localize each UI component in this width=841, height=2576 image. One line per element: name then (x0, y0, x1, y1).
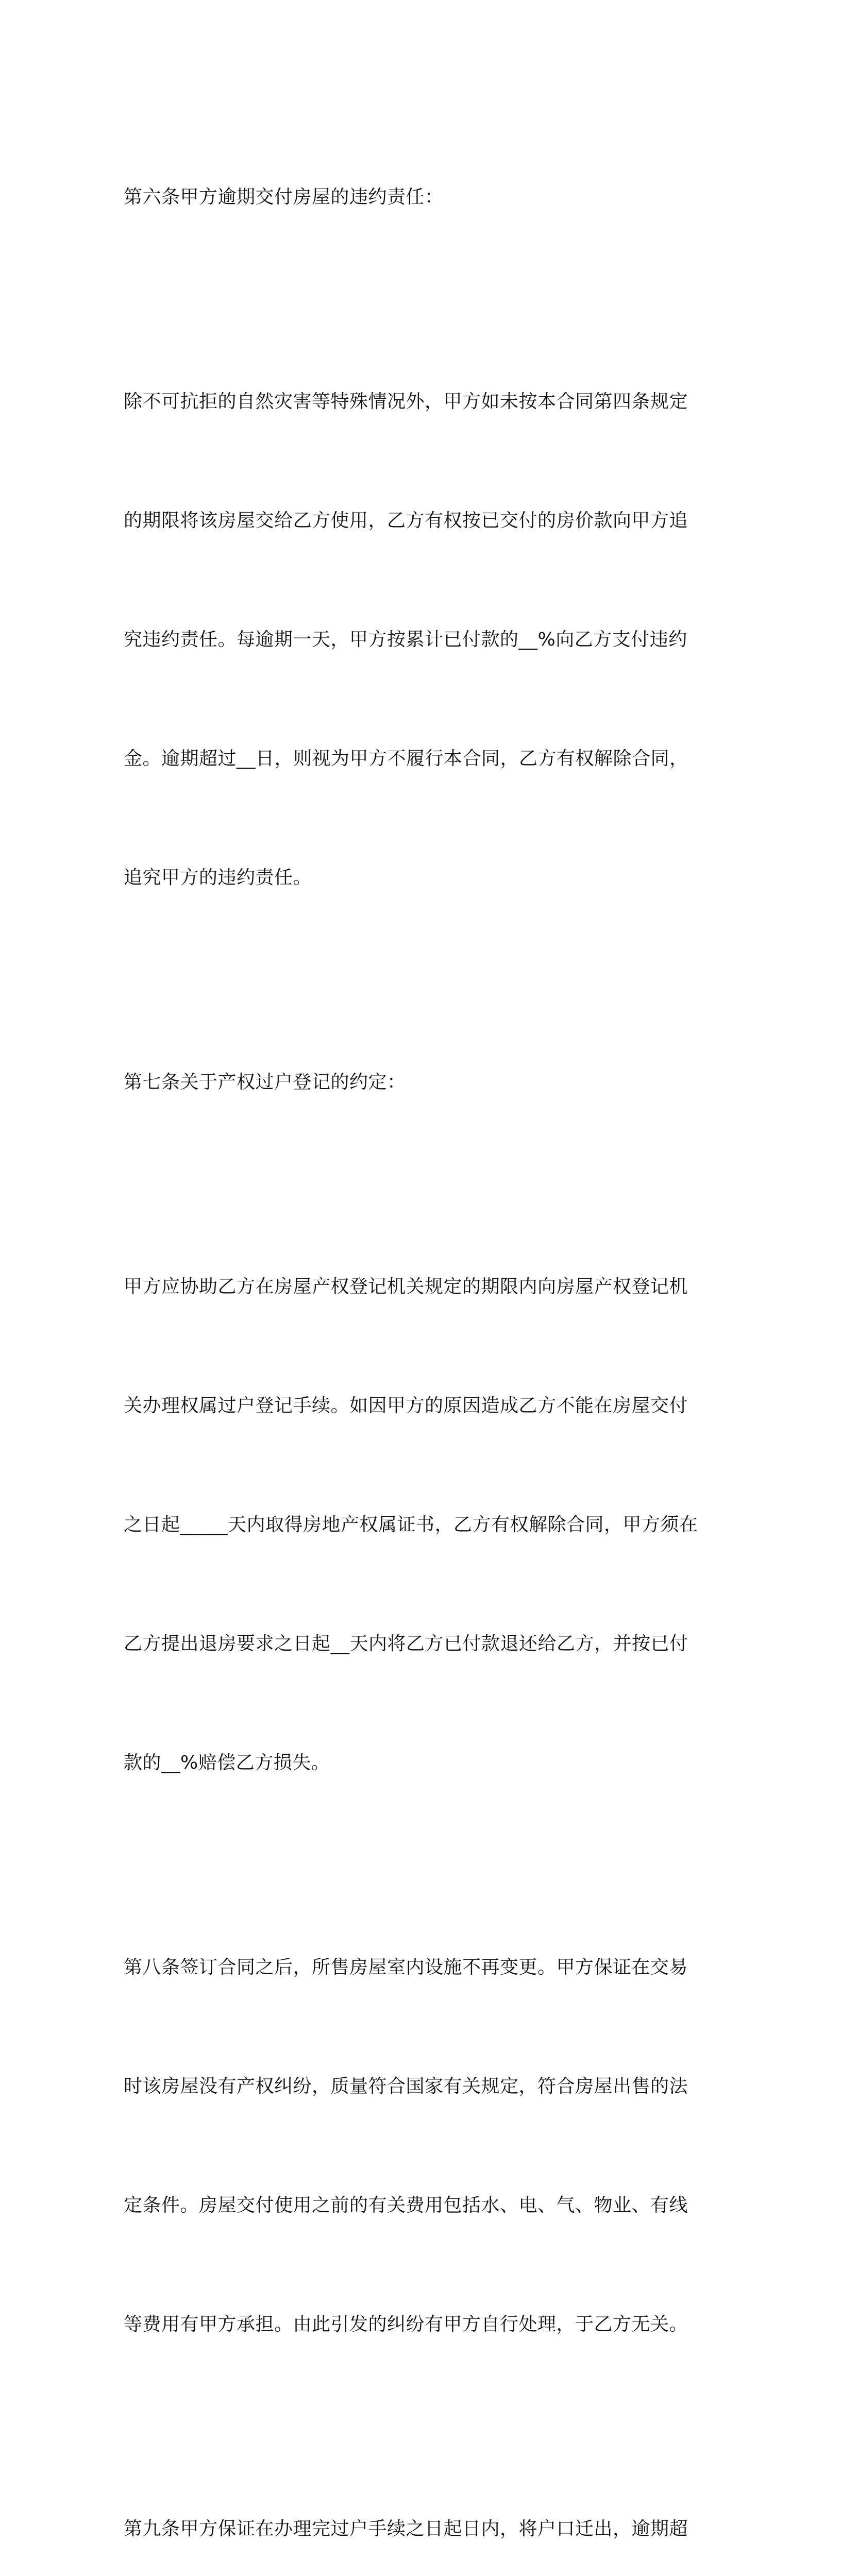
article-6-body (124, 302, 721, 977)
text-line: 关办理权属过户登记手续。如因甲方的原因造成乙方不能在房屋交付 (124, 1395, 688, 1416)
text-line: 第八条签订合同之后，所售房屋室内设施不再变更。甲方保证在交易 (124, 1957, 688, 1978)
text-line: 之日起_____天内取得房地产权属证书，乙方有权解除合同，甲方须在 (124, 1514, 698, 1535)
text-line: 款的__%赔偿乙方损失。 (124, 1752, 330, 1773)
article-6-title (124, 98, 721, 296)
text-line: 究违约责任。每逾期一天，甲方按累计已付款的__%向乙方支付违约 (124, 629, 687, 650)
text-line: 甲方应协助乙方在房屋产权登记机关规定的期限内向房屋产权登记机 (124, 1276, 688, 1297)
text-line: 追究甲方的违约责任。 (124, 867, 312, 888)
document-page (124, 98, 721, 2576)
article-7-body (124, 1188, 721, 1862)
article-9 (124, 2430, 721, 2576)
text-line: 除不可抗拒的自然灾害等特殊情况外，甲方如未按本合同第四条规定 (124, 391, 688, 412)
article-8 (124, 1868, 721, 2424)
text-line: 等费用有甲方承担。由此引发的纠纷有甲方自行处理，于乙方无关。 (124, 2314, 688, 2335)
text-line: 第七条关于产权过户登记的约定： (124, 1072, 406, 1093)
text-line: 定条件。房屋交付使用之前的有关费用包括水、电、气、物业、有线 (124, 2195, 688, 2216)
text-line: 的期限将该房屋交给乙方使用，乙方有权按已交付的房价款向甲方追 (124, 510, 688, 531)
text-line: 金。逾期超过__日，则视为甲方不履行本合同，乙方有权解除合同， (124, 748, 688, 769)
text-line: 第六条甲方逾期交付房屋的违约责任： (124, 187, 444, 208)
article-7-title (124, 983, 721, 1181)
text-line: 第九条甲方保证在办理完过户手续之日起日内，将户口迁出，逾期超 (124, 2518, 688, 2539)
text-line: 时该房屋没有产权纠纷，质量符合国家有关规定，符合房屋出售的法 (124, 2076, 688, 2097)
text-line: 乙方提出退房要求之日起__天内将乙方已付款退还给乙方，并按已付 (124, 1633, 688, 1654)
